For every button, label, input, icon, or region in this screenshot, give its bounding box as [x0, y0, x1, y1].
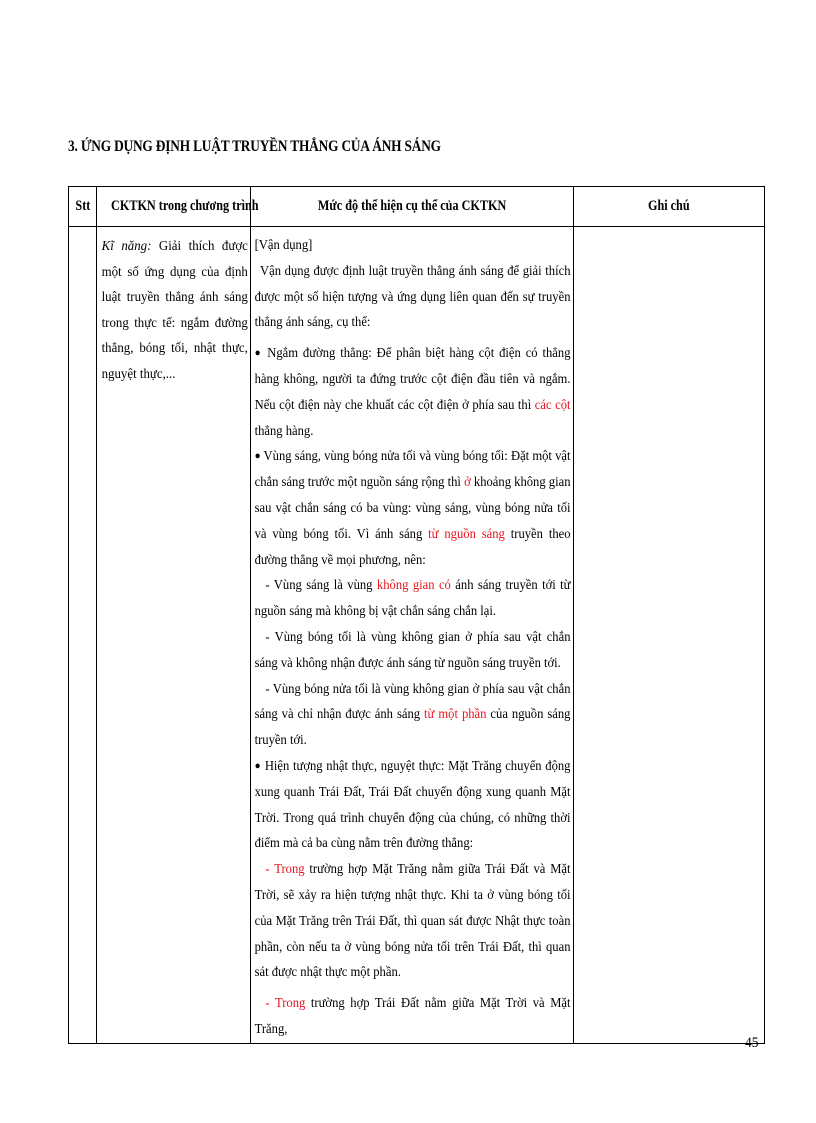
bullet-dot-icon: ●: [254, 759, 262, 772]
page-number: 45: [745, 1035, 759, 1051]
table-row: [69, 227, 765, 1044]
dash-nhat-thuc: - Trong trường hợp Mặt Trăng nằm giữa Trái Đất và Mặt Trời, sẽ xảy ra hiện tượng nhật thực. Khi ta ở vùng bóng tối của Mặt Trăng trên Trái Đất, thì quan sát được Nhật thực toàn phần, còn nếu ta ở vùng bóng nửa tối trên Trái Đất, thì quan sát được nhật thực một phần.: [254, 862, 571, 981]
skill-label: Kĩ năng:: [101, 239, 152, 254]
header-cktkn: CKTKN trong chương trình: [97, 187, 251, 227]
intro-paragraph: Vận dụng được định luật truyền thẳng ánh sáng để giải thích được một số hiện tượng và ứng dụng liên quan đến sự truyền thẳng ánh sáng, cụ thể:: [254, 263, 571, 331]
header-muc-do: Mức độ thể hiện cụ thể của CKTKN: [251, 187, 574, 227]
cktkn-text: [97, 227, 253, 387]
dash-vung-sang: - Vùng sáng là vùng không gian có ánh sáng truyền tới từ nguồn sáng mà không bị vật chắn sáng chắn lại.: [254, 578, 571, 620]
section-heading: 3. ỨNG DỤNG ĐỊNH LUẬT TRUYỀN THẲNG CỦA ÁNH SÁNG: [68, 138, 441, 155]
dash-vung-bong-toi: - Vùng bóng tối là vùng không gian ở phía sau vật chắn sáng và không nhận được ánh sáng từ nguồn sáng truyền tới.: [254, 629, 571, 671]
cell-cktkn: [97, 227, 251, 1044]
table-header-row: [69, 187, 765, 227]
muc-do-text: [251, 227, 576, 1043]
cell-stt: [69, 227, 97, 1044]
header-ghi-chu: Ghi chú: [574, 187, 765, 227]
cell-ghi-chu: [574, 227, 765, 1044]
header-stt: Stt: [69, 187, 97, 227]
bullet-dot-icon: ●: [254, 450, 261, 463]
dash-vung-bong-nua-toi: - Vùng bóng nửa tối là vùng không gian ở phía sau vật chắn sáng và chỉ nhận được ánh sáng từ một phần của nguồn sáng truyền tới.: [254, 681, 571, 749]
skill-text: Giải thích được một số ứng dụng của định luật truyền thẳng ánh sáng trong thực tế: ngắm đường thẳng, bóng tối, nhật thực, nguyệt thực,...: [101, 239, 248, 382]
cell-muc-do: [251, 227, 574, 1044]
bullet-dot-icon: ●: [254, 347, 263, 360]
cktkn-table: [68, 186, 765, 1044]
bullet-vung-sang: ● Vùng sáng, vùng bóng nửa tối và vùng bóng tối: Đặt một vật chắn sáng trước một nguồn sáng rộng thì ở khoảng không gian sau vật chắn sáng có ba vùng: vùng sáng, vùng bóng nửa tối và vùng bóng tối. Vì ánh sáng từ nguồn sáng truyền theo đường thẳng về mọi phương, nên:: [254, 449, 571, 568]
bullet-nhat-thuc: ● Hiện tượng nhật thực, nguyệt thực: Mặt Trăng chuyển động xung quanh Trái Đất, Trái Đất chuyển động xung quanh Mặt Trời. Trong quá trình chuyển động của chúng, có những thời điểm mà cả ba cùng nằm trên đường thẳng:: [254, 758, 571, 852]
bullet-ngam-duong-thang: ● Ngắm đường thẳng: Để phân biệt hàng cột điện có thẳng hàng không, người ta đứng trước cột điện đầu tiên và ngắm. Nếu cột điện này che khuất các cột điện ở phía sau thì các cột thẳng hàng.: [254, 346, 571, 439]
level-tag: [Vận dụng]: [254, 238, 313, 253]
dash-nguyet-thuc: - Trong trường hợp Trái Đất nằm giữa Mặt Trời và Mặt Trăng,: [254, 996, 571, 1037]
